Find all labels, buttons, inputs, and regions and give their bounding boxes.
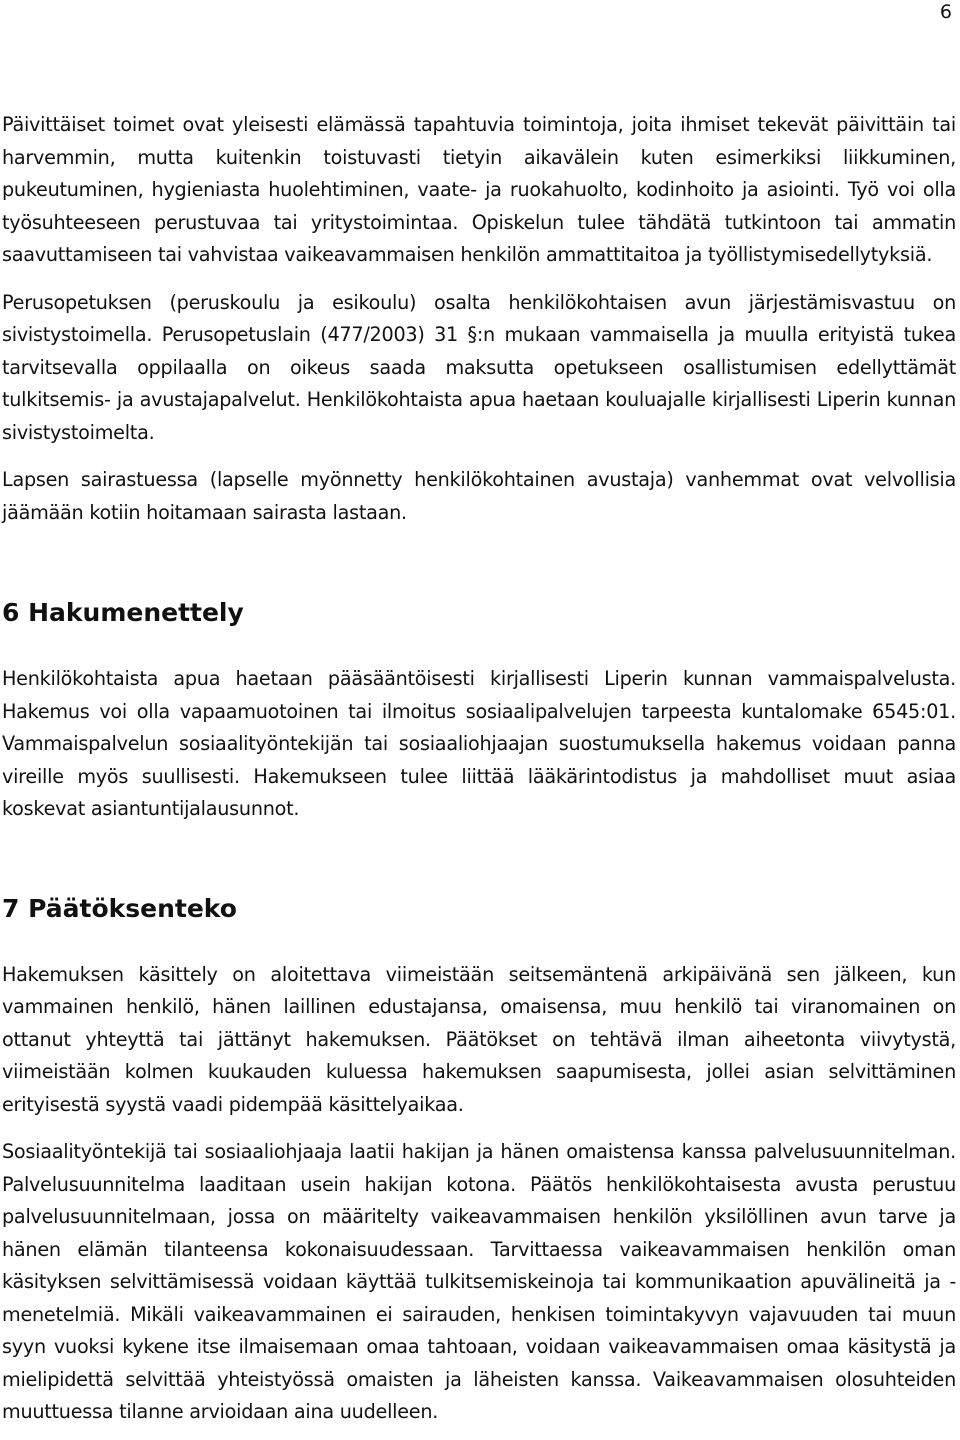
- section-heading-decision: 7 Päätöksenteko: [2, 893, 237, 923]
- paragraph-basic-education: Perusopetuksen (peruskoulu ja esikoulu) osalta henkilökohtaisen avun järjestämisvastuu on sivistystoimella. Perusopetuslain (477/2003) 31 §:n mukaan vammaisella ja muulla erityistä tukea tarvitsevalla oppilaalla on oikeus saada maksutta opetukseen osallistumisen edellyttämät tulkitsemis- ja avustajapalvelut. Henkilökohtaista apua haetaan kouluajalle kirjallisesti Liperin kunnan sivistystoimelta.: [2, 290, 956, 444]
- paragraph-service-plan: Sosiaalityöntekijä tai sosiaaliohjaaja laatii hakijan ja hänen omaistensa kanssa palvelusuunnitelman. Palvelusuunnitelma laaditaan usein hakijan kotona. Päätös henkilökohtaisesta avusta perustuu palvelusuunnitelmaan, jossa on määritelty vaikeavammaisen henkilön yksilöllinen avun tarve ja hänen elämän tilanteensa kokonaisuudessaan. Tarvittaessa vaikeavammaisen henkilön oman käsityksen selvittämisessä voidaan käyttää tulkitsemiskeinoja tai kommunikaation apuvälineitä ja -menetelmiä. Mikäli vaikeavammainen ei sairauden, henkisen toimintakyvyn vajavuuden tai muun syyn vuoksi kykene itse ilmaisemaan omaa tahtoaan, voidaan vaikeavammaisen omaa käsitystä ja mielipidettä selvittää yhteistyössä omaisten ja läheisten kanssa. Vaikeavammaisen olosuhteiden muuttuessa tilanne arvioidaan aina uudelleen.: [2, 1140, 956, 1423]
- page-number: 6: [939, 1, 952, 23]
- paragraph-application-procedure: Henkilökohtaista apua haetaan pääsääntöisesti kirjallisesti Liperin kunnan vammaispalvelusta. Hakemus voi olla vapaamuotoinen tai ilmoitus sosiaalipalvelujen tarpeesta kuntalomake 6545:01. Vammaispalvelun sosiaalityöntekijän tai sosiaaliohjaajan suostumuksella hakemus voidaan panna vireille myös suullisesti. Hakemukseen tulee liittää lääkärintodistus ja mahdolliset muut asiaa koskevat asiantuntijalausunnot.: [2, 667, 956, 820]
- paragraph-daily-activities: Päivittäiset toimet ovat yleisesti elämässä tapahtuvia toimintoja, joita ihmiset tekevät päivittäin tai harvemmin, mutta kuitenkin toistuvasti tietyin aikavälein kuten esimerkiksi liikkuminen, pukeutuminen, hygieniasta huolehtiminen, vaate- ja ruokahuolto, kodinhoito ja asiointi. Työ voi olla työsuhteeseen perustuvaa tai yritystoimintaa. Opiskelun tulee tähdätä tutkintoon tai ammatin saavuttamiseen tai vahvistaa vaikeavammaisen henkilön ammattitaitoa ja työllistymisedellytyksiä.: [2, 113, 956, 266]
- paragraph-processing-time: Hakemuksen käsittely on aloitettava viimeistään seitsemäntenä arkipäivänä sen jälkeen, kun vammainen henkilö, hänen laillinen edustajansa, omaisensa, muu henkilö tai viranomainen on ottanut yhteyttä tai jättänyt hakemuksen. Päätökset on tehtävä ilman aiheetonta viivytystä, viimeistään kolmen kuukauden kuluessa hakemuksen saapumisesta, jollei asian selvittäminen erityisestä syystä vaadi pidempää käsittelyaikaa.: [2, 962, 956, 1116]
- paragraph-child-illness: Lapsen sairastuessa (lapselle myönnetty henkilökohtainen avustaja) vanhemmat ovat velvollisia jäämään kotiin hoitamaan sairasta lastaan.: [2, 468, 956, 524]
- document-body: [2, 109, 956, 1429]
- section-heading-application: 6 Hakumenettely: [2, 598, 244, 627]
